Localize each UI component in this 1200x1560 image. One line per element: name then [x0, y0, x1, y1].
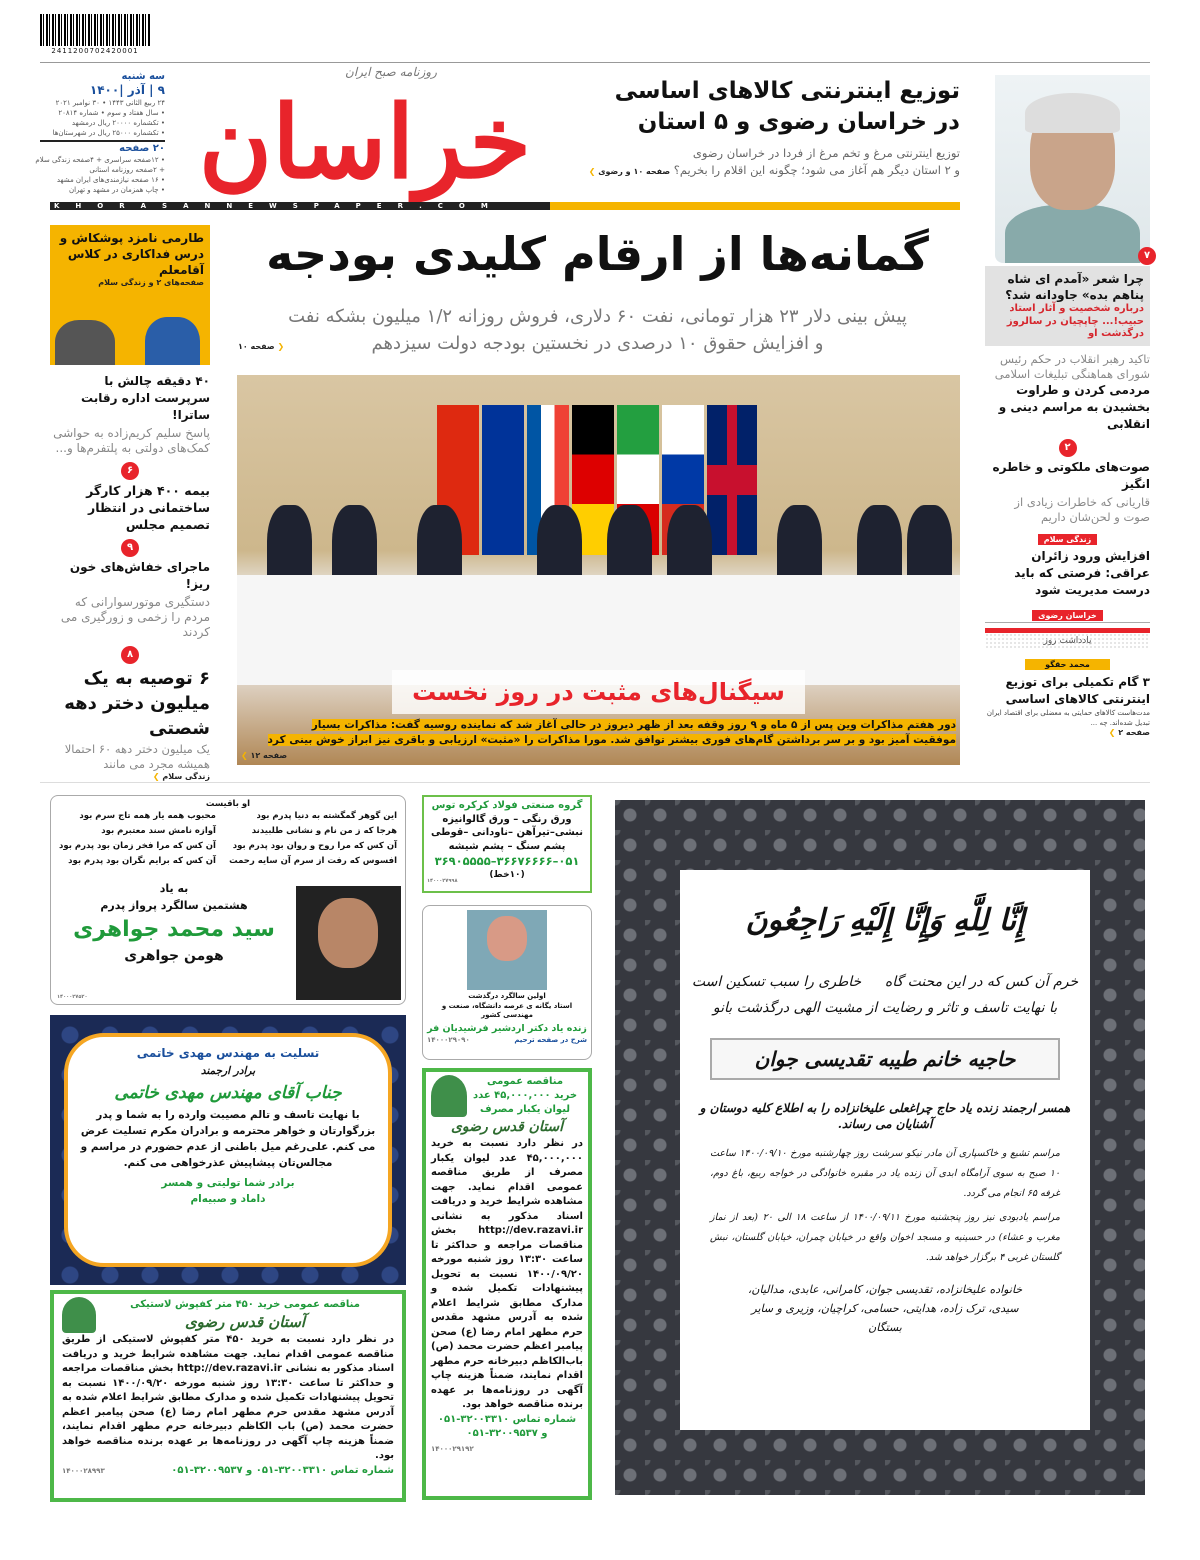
page-badge: ۷: [1138, 243, 1156, 265]
photo-title: سیگنال‌های مثبت در روز نخست: [392, 670, 805, 714]
portrait-illustration: [995, 75, 1150, 263]
left-column: طارمی نامزد پوشکاش و درس فداکاری در کلاس آقامعلم صفحه‌های ۲ و زندگی سلام ❯ ۴۰ دقیقه چالش با سرپرست اداره رقابت ساترا! پاسخ سلیم کریم‌زاده به حواشی کمک‌های دولتی به پلتفرم‌ها و... ۶ بیمه ۴۰۰ هزار کارگر ساختمانی در انتظار تصمیم مجلس ۹ ماجرای خفاش‌های خون ریز! دستگیری موتورسوارانی که مردم را زخمی و زورگیری می کردند ۸ ۶ توصیه به یک میلیون دختر دهه شصتی یک میلیون دختر دهه ۶۰ احتمالا همیشه مجرد می مانند زندگی سلام ❯: [50, 225, 210, 781]
website-strip: KHORASANNEWSPAPER.COM: [50, 202, 550, 210]
promo-box[interactable]: طارمی نامزد پوشکاش و درس فداکاری در کلاس آقامعلم صفحه‌های ۲ و زندگی سلام ❯: [50, 225, 210, 365]
feature-box[interactable]: چرا شعر «آمدم ای شاه پناهم بده» جاودانه شد؟ درباره شخصیت و آثار استاد حبیب!... چاپچیان در سالروز درگذشت او: [985, 266, 1150, 346]
tender-ad-disposable-cups: مناقصه عمومی خرید ۴۵,۰۰۰,۰۰۰ عدد لیوان یکبار مصرف آستان قدس رضوی در نظر دارد نسبت به خرید ۴۵,۰۰۰,۰۰۰ عدد لیوان یکبار مصرف از طریق مناقصه عمومی اقدام نماید. جهت مشاهده شرایط خرید و دریافت اسناد مذکور به نشانی http://dev.razavi.ir بخش مناقصات مراجعه و حداکثر تا ساعت ۱۳:۳۰ روز شنبه مورخه ۱۴۰۰/۰۹/۲۰ نسبت به تحویل پیشنهادات تکمیل شده و مدارک مطابق شرایط اعلام شده به آدرس مشهد مقدس حرم مطهر امام رضا (ع) صحن پیامبر اعظم حضرت محمد (ص) باب‌الکاظم دبیرخانه حرم مطهر اقدام نمایند، ضمناً هزینه چاپ آگهی در روزنامه‌ها بر عهده برنده مناقصه خواهد بود. شماره تماس ۳۲۰۰۳۳۱۰-۰۵۱ و ۳۲۰۰۹۵۳۷-۰۵۱ ۱۴۰۰۰۲۹۱۹۲: [422, 1068, 592, 1500]
newspaper-logo: خراسان: [198, 83, 532, 201]
portrait-photo: [296, 886, 401, 1000]
memorial-ad-javaheri: او باقیست این گوهر گمگشته به دنیا پدرم بود محبوب همه یار همه تاج سرم بود هرجا که ز من نام و نشانی طلبیدند آوازه نامش سند معتبرم بود آن کس که مرا روح و روان بود پدرم بود آن کس که مرا فخر زمان بود پدرم بود افسوس که رفت از سرم آن سایه رحمت آن کس که برایم نگران بود پدرم بود به یاد هشتمین سالگرد پرواز پدرم سید محمد جواهری هومن جواهری ۱۴۰۰۰۲۷۵۲۰: [50, 795, 406, 1005]
memorial-ad-farshidianfar: اولین سالگرد درگذشت استاد یگانه ی عرصه دانشگاه، صنعت و مهندسی کشور زنده یاد دکتر اردشیر فرشیدیان فر شرح در صفحه ترحیم ۱۴۰۰۰۲۹۰۹۰: [422, 905, 592, 1060]
astan-quds-emblem-icon: [431, 1075, 467, 1117]
tender-ad-rubber-flooring: مناقصه عمومی خرید ۴۵۰ متر کفپوش لاستیکی آستان قدس رضوی در نظر دارد نسبت به خرید ۴۵۰ متر کفپوش لاستیکی از طریق مناقصه عمومی اقدام نماید. جهت مشاهده شرایط خرید و دریافت اسناد مذکور به نشانی http://dev.razavi.ir بخش مناقصات مراجعه و حداکثر تا ساعت ۱۳:۳۰ روز شنبه مورخه ۱۴۰۰/۰۹/۲۰ نسبت به تحویل پیشنهادات تکمیل شده و مدارک مطابق شرایط اعلام شده به آدرس مشهد مقدس حرم مطهر امام رضا (ع) صحن پیامبر اعظم حضرت محمد (ص) باب الکاظم دبیرخانه حرم مطهر اقدام نمایند، ضمناً هزینه چاپ آگهی در روزنامه‌ها بر عهده برنده مناقصه خواهد بود. شماره تماس ۳۲۰۰۳۳۱۰-۰۵۱ و ۳۲۰۰۹۵۳۷-۰۵۱ ۱۴۰۰۰۲۸۹۹۳: [50, 1290, 406, 1502]
story-title[interactable]: ۳ گام تکمیلی برای توزیع اینترنتی کالاهای اساسی: [1005, 674, 1150, 706]
quran-verse: إِنَّا لِلَّهِ وَإِنَّا إِلَيْهِ رَاجِعُونَ: [745, 903, 1025, 938]
steel-company-ad: گروه صنعتی فولاد کرکره توس ورق رنگی – ورق گالوانیزه نبشی–تیرآهن –ناودانی –قوطی پشم سنگ – پشم شیشه ۰۵۱–۳۶۶۷۶۶۶۶–۳۶۹۰۵۵۵۵ (۱۰خط) ۱۴۰۰۰۲۷۹۹۸: [422, 795, 592, 893]
page-reference[interactable]: صفحه ۱۰ و رضوی ❯: [589, 167, 670, 176]
section-tag: زندگی سلام: [1038, 534, 1098, 545]
condolence-ad-khatami: تسلیت به مهندس مهدی خاتمی برادر ارجمند جناب آقای مهندس مهدی خاتمی با نهایت تاسف و تالم مصیبت وارده را به شما و پدر بزرگوارتان و خواهر محترمه و برادران مکرم تسلیت عرض می کنم. علی‌رغم میل باطنی از عدم حضورم در مراسم و مجالس‌تان پیشاپیش عذرخواهی می کنم. برادر شما تولیتی و همسر داماد و صبیه‌ام: [50, 1015, 406, 1285]
divider: [40, 62, 1150, 63]
top-story-summary: توزیع اینترنتی مرغ و تخم مرغ از فردا در خراسان رضوی و ۲ استان دیگر هم آغاز می شود؛ چگونه این اقلام را بخریم؟ صفحه ۱۰ و رضوی ❯: [560, 145, 960, 180]
page-badge: ۹: [121, 539, 139, 557]
author: محمد حقگو: [1025, 659, 1110, 670]
issue-info: سه شنبه ۹ | آذر |۱۴۰۰ ۲۴ ربیع الثانی ۱۴۴۳ • ۳۰ نوامبر ۲۰۲۱ • سال هفتاد و سوم • شماره ۲۰۸۱۴ • تکشماره ۲۰۰۰۰ ریال درمشهد • تکشماره ۲۵۰۰۰ ریال در شهرستان‌ها ۲۰ صفحه • ۱۲صفحه سراسری + ۴صفحه زندگی سلام + ۲صفحه روزنامه استانی • ۱۶ صفحه نیازمندی‌های ایران مشهد • چاپ همزمان در مشهد و تهران: [35, 71, 165, 194]
section-tag: خراسان رضوی: [1032, 610, 1103, 621]
deceased-name-banner: حاجیه خانم طیبه تقدیسی جوان: [710, 1038, 1060, 1080]
page-badge: ۸: [121, 646, 139, 664]
main-headline[interactable]: گمانه‌ها از ارقام کلیدی بودجه: [266, 227, 929, 281]
page-reference[interactable]: صفحه ۱۰ ❯: [238, 342, 284, 351]
right-column: چرا شعر «آمدم ای شاه پناهم بده» جاودانه شد؟ درباره شخصیت و آثار استاد حبیب!... چاپچیان در سالروز درگذشت او تاکید رهبر انقلاب در حکم رئیس شورای هماهنگی تبلیغات اسلامی مردمی کردن و طراوت بخشیدن به مراسم دینی و انقلابی ۲ صوت‌های ملکوتی و خاطره انگیز قاریانی که خاطرات زیادی از صوت و لحن‌شان داریم زندگی سلام افزایش ورود زائران عراقی: فرصتی که باید درست مدیریت شود خراسان رضوی یادداشت روز محمد حقگو ۳ گام تکمیلی برای توزیع اینترنتی کالاهای اساسی مدت‌هاست کالاهای حمایتی به معضلی برای اقتصاد ایران تبدیل شده‌اند. چه ... صفحه ۲ ❯: [985, 266, 1150, 737]
story-title[interactable]: مردمی کردن و طراوت بخشیدن به مراسم دینی و انقلابی: [998, 382, 1150, 431]
page-badge: ۶: [121, 462, 139, 480]
logo-subtitle: روزنامه صبح ایران: [345, 65, 437, 79]
story-title[interactable]: صوت‌های ملکوتی و خاطره انگیز: [992, 459, 1150, 491]
page-reference[interactable]: صفحه ۱۲ ❯: [241, 748, 956, 763]
main-subheadline: پیش بینی دلار ۲۳ هزار تومانی، نفت ۶۰ دلاری، فروش روزانه ۱/۲ میلیون بشکه نفت و افزایش حقوق ۱۰ درصدی در نخستین بودجه دولت سیزدهم: [288, 306, 907, 354]
story-title[interactable]: ۶ توصیه به یک میلیون دختر دهه شصتی: [64, 668, 210, 739]
divider: [40, 782, 1150, 783]
vienna-talks-photo[interactable]: [237, 375, 960, 765]
story-title[interactable]: ۴۰ دقیقه چالش با سرپرست اداره رقابت ساترا!: [81, 374, 210, 422]
astan-quds-emblem-icon: [62, 1297, 96, 1333]
daily-note-label: یادداشت روز: [985, 633, 1150, 649]
story-title[interactable]: بیمه ۴۰۰ هزار کارگر ساختمانی در انتظار تصمیم مجلس: [86, 483, 210, 532]
story-title[interactable]: افزایش ورود زائران عراقی: فرصتی که باید درست مدیریت شود: [1014, 548, 1150, 597]
story-title[interactable]: ماجرای خفاش‌های خون ریز!: [69, 560, 210, 591]
top-story-headline[interactable]: توزیع اینترنتی کالاهای اساسی در خراسان رضوی و ۵ استان: [614, 78, 960, 135]
yellow-strip: [550, 202, 960, 210]
page-badge: ۲: [1059, 439, 1077, 457]
barcode-number: 2411200702420001: [40, 47, 150, 55]
page-reference[interactable]: زندگی سلام ❯: [50, 772, 210, 781]
portrait-photo: [467, 910, 547, 990]
obituary-ad-taghdisi-javan: إِنَّا لِلَّهِ وَإِنَّا إِلَيْهِ رَاجِعُونَ خرم آن کس که در این محنت گاه خاطری را سبب تسکین است با نهایت تاسف و تاثر و رضایت از مشیت الهی درگذشت بانو حاجیه خانم طیبه تقدیسی جوان همسر ارجمند زنده یاد حاج چراغعلی علیخانزاده را به اطلاع کلیه دوستان و آشنایان می رساند. مراسم تشیع و خاکسپاری آن مادر نیکو سرشت روز چهارشنبه مورخ ۱۴۰۰/۰۹/۱۰ ساعت ۱۰ صبح به سوی آرامگاه ابدی آن زنده یاد در مقبره خانوادگی در خواجه ربیع، باغ دوم، غرفه ۶۵ انجام می گردد. مراسم یادبودی نیز روز پنجشنبه مورخ ۱۴۰۰/۰۹/۱۱ از ساعت ۱۸ الی ۲۰ (بعد از نماز مغرب و عشاء) در حسینیه و مسجد اخوان واقع در خیابان چمران، خیابان گلستان، نبش گلستان غربی ۴ برگزار خواهد شد. خانواده علیخانزاده، تقدیسی جوان، کامرانی، عابدی، مدالیان، سیدی، ترک زاده، هدایتی، حسامی، کراچیان، وزیری و سایر بستگان: [615, 800, 1145, 1495]
photo-caption: دور هفتم مذاکرات وین پس از ۵ ماه و ۹ روز وقفه بعد از ظهر دیروز در حالی آغاز شد که نماینده روسیه گفت: مذاکرات بسیار موفقیت آمیز بود و بر سر برداشتن گام‌های فوری بیشتر توافق شد. مورا مذاکرات را «مثبت» ارزیابی و باقری نیز ابراز خوش بینی کرد صفحه ۱۲ ❯: [241, 718, 956, 763]
page-reference[interactable]: صفحه ۲ ❯: [985, 728, 1150, 737]
barcode: [40, 14, 150, 46]
